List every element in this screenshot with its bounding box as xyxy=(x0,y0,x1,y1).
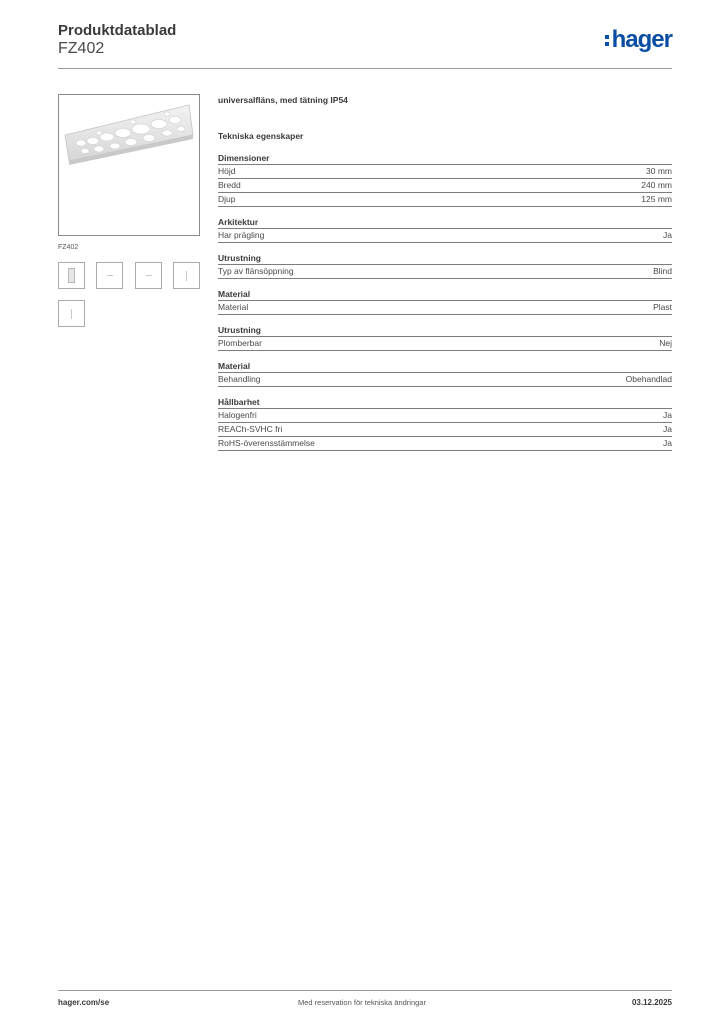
row-value: Ja xyxy=(663,424,672,434)
row-label: Behandling xyxy=(218,374,261,384)
row-label: REACh-SVHC fri xyxy=(218,424,283,434)
row-value: Ja xyxy=(663,438,672,448)
section-material-2 xyxy=(218,361,672,387)
row-value: Obehandlad xyxy=(625,374,672,384)
section-material xyxy=(218,289,672,315)
section-title: Hållbarhet xyxy=(218,397,672,409)
flange-plate-icon xyxy=(59,95,199,235)
section-title: Utrustning xyxy=(218,325,672,337)
table-row xyxy=(218,193,672,207)
section-title: Material xyxy=(218,361,672,373)
thumbnail-top-view-2[interactable] xyxy=(135,262,162,289)
table-row xyxy=(218,229,672,243)
row-label: Höjd xyxy=(218,166,236,176)
footer-website-link[interactable]: hager.com/se xyxy=(58,998,110,1007)
header-divider xyxy=(58,68,672,69)
drawing-front-icon xyxy=(68,268,75,283)
section-architecture xyxy=(218,217,672,243)
product-code: FZ402 xyxy=(58,40,105,57)
section-dimensions xyxy=(218,153,672,207)
table-row xyxy=(218,437,672,451)
footer-disclaimer: Med reservation för tekniska ändringar xyxy=(298,998,426,1007)
row-label: Plomberbar xyxy=(218,338,262,348)
row-value: Ja xyxy=(663,410,672,420)
section-title: Dimensioner xyxy=(218,153,672,165)
section-equipment xyxy=(218,253,672,279)
table-row xyxy=(218,265,672,279)
section-title: Utrustning xyxy=(218,253,672,265)
tech-properties-heading: Tekniska egenskaper xyxy=(218,131,304,141)
logo-text: hager xyxy=(611,26,672,53)
table-row xyxy=(218,301,672,315)
logo-dots-icon xyxy=(605,35,609,46)
row-value: Plast xyxy=(653,302,672,312)
thumbnail-front-view[interactable] xyxy=(58,262,85,289)
section-sustainability xyxy=(218,397,672,451)
row-label: Bredd xyxy=(218,180,241,190)
table-row xyxy=(218,179,672,193)
row-value: Nej xyxy=(659,338,672,348)
row-value: Ja xyxy=(663,230,672,240)
document-title: Produktdatablad xyxy=(58,22,177,39)
section-equipment-2 xyxy=(218,325,672,351)
section-title: Arkitektur xyxy=(218,217,672,229)
drawing-top-icon xyxy=(107,275,113,276)
product-image[interactable] xyxy=(58,94,200,236)
drawing-top-icon xyxy=(146,275,152,276)
row-value: 240 mm xyxy=(641,180,672,190)
product-details xyxy=(218,95,672,461)
row-label: Halogenfri xyxy=(218,410,257,420)
row-label: RoHS-överensstämmelse xyxy=(218,438,315,448)
thumbnail-top-view[interactable] xyxy=(96,262,123,289)
row-label: Djup xyxy=(218,194,236,204)
table-row xyxy=(218,409,672,423)
row-label: Typ av flänsöppning xyxy=(218,266,294,276)
row-value: 125 mm xyxy=(641,194,672,204)
footer-date: 03.12.2025 xyxy=(631,998,672,1007)
thumbnail-side-view-2[interactable] xyxy=(58,300,85,327)
hager-logo xyxy=(605,28,672,52)
drawing-side-icon xyxy=(186,271,187,281)
row-label: Har prägling xyxy=(218,230,265,240)
table-row xyxy=(218,337,672,351)
row-value: Blind xyxy=(653,266,672,276)
table-row xyxy=(218,373,672,387)
drawing-side-icon xyxy=(71,309,72,319)
table-row xyxy=(218,165,672,179)
footer-divider xyxy=(58,990,672,991)
row-value: 30 mm xyxy=(646,166,672,176)
row-label: Material xyxy=(218,302,249,312)
table-row xyxy=(218,423,672,437)
thumbnail-side-view[interactable] xyxy=(173,262,200,289)
image-caption: FZ402 xyxy=(58,244,79,251)
section-title: Material xyxy=(218,289,672,301)
product-description: universalfläns, med tätning IP54 xyxy=(218,95,348,105)
